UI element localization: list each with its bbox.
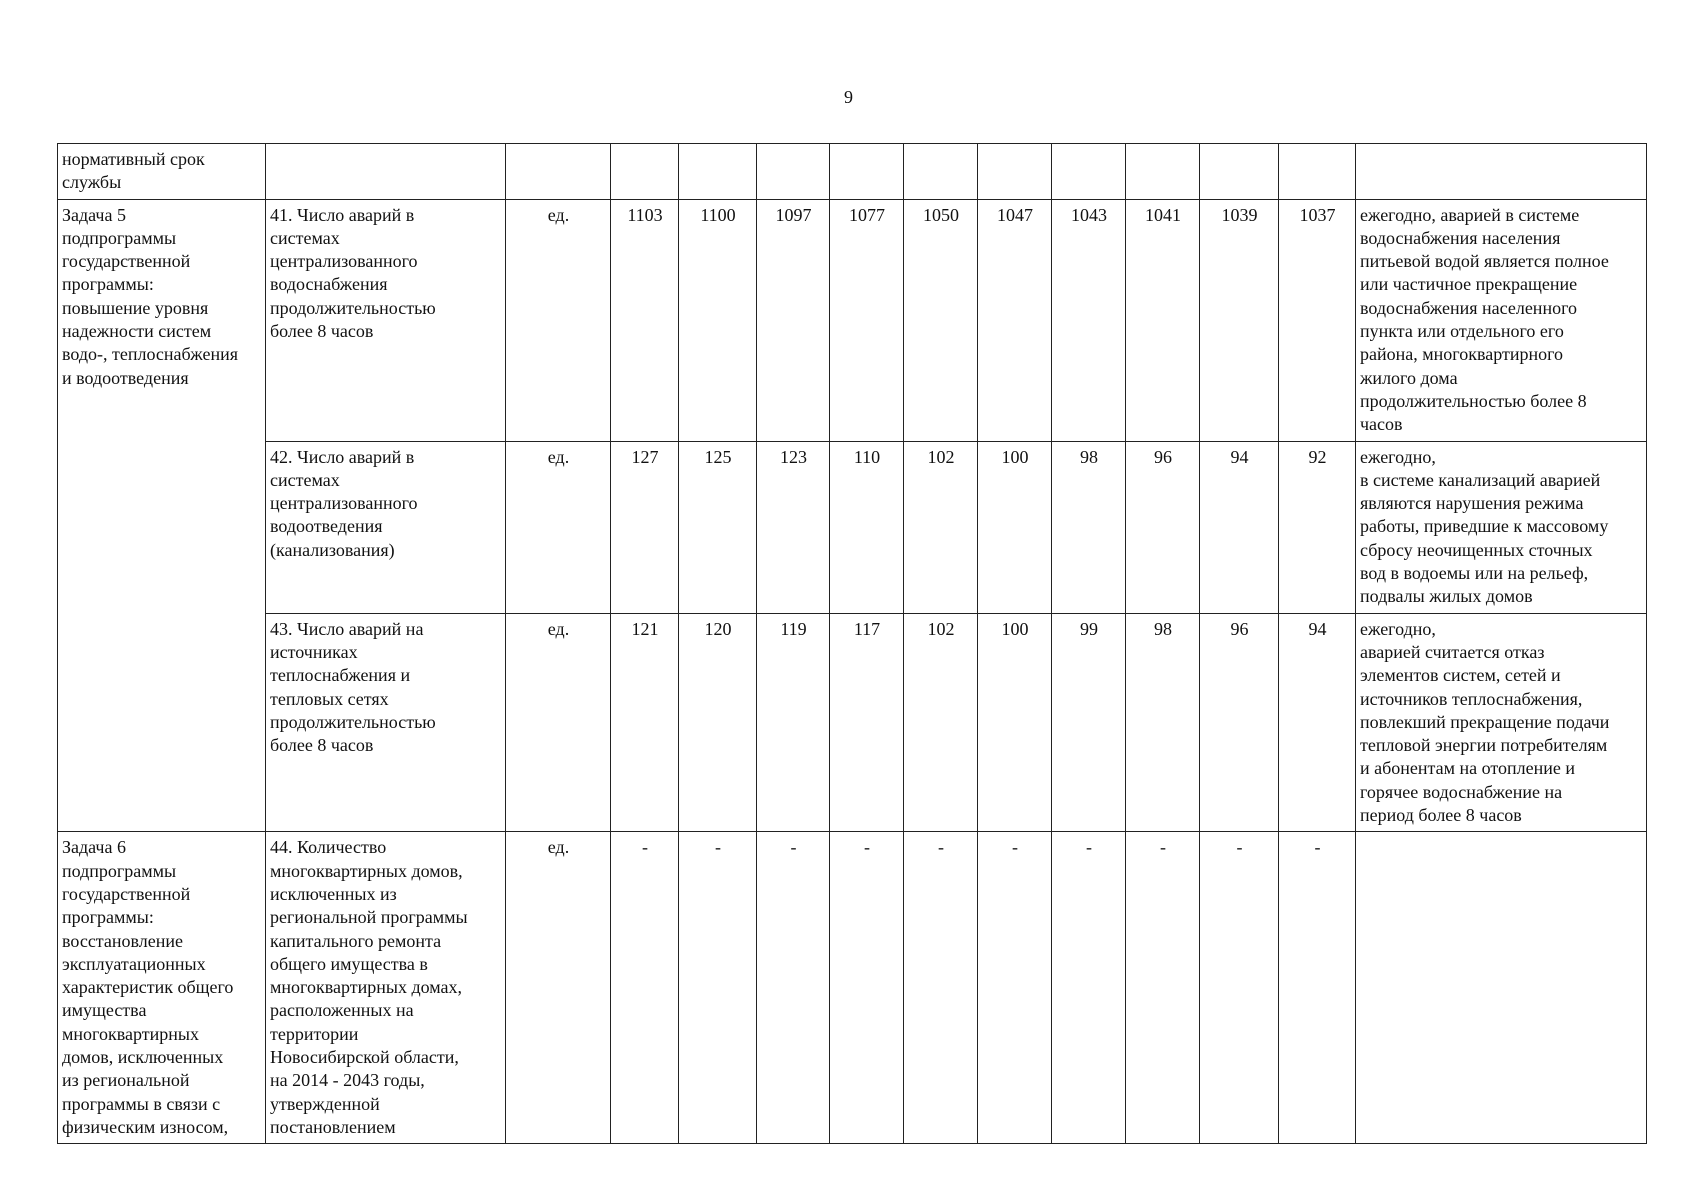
value-cell: 1100 xyxy=(679,199,757,441)
value-cell: 120 xyxy=(679,613,757,832)
value-cell: 96 xyxy=(1126,441,1200,613)
task-cell: Задача 6 подпрограммы государственной программы: восстановление эксплуатационных характеристик общего имущества многоквартирных домов, исключенных из региональной программы в связи с физическим износом, xyxy=(58,832,266,1144)
value-cell: 117 xyxy=(830,613,904,832)
value-cell: 92 xyxy=(1279,441,1356,613)
value-cell xyxy=(978,144,1052,200)
value-cell: 1077 xyxy=(830,199,904,441)
table-row xyxy=(58,199,1647,441)
value-cell: 1103 xyxy=(611,199,679,441)
value-cell: 98 xyxy=(1126,613,1200,832)
table-row xyxy=(58,832,1647,1144)
note-cell xyxy=(1356,144,1647,200)
unit-cell: ед. xyxy=(506,832,611,1144)
value-cell: - xyxy=(757,832,830,1144)
value-cell: - xyxy=(830,832,904,1144)
unit-cell: ед. xyxy=(506,613,611,832)
value-cell: 119 xyxy=(757,613,830,832)
note-cell: ежегодно, аварией в системе водоснабжения населения питьевой водой является полное или частичное прекращение водоснабжения населенного пункта или отдельного его района, многоквартирного жилого дома продолжительностью более 8 часов xyxy=(1356,199,1647,441)
value-cell xyxy=(830,144,904,200)
value-cell xyxy=(1279,144,1356,200)
note-cell: ежегодно, в системе канализаций аварией являются нарушения режима работы, приведшие к массовому сбросу неочищенных сточных вод в водоемы или на рельеф, подвалы жилых домов xyxy=(1356,441,1647,613)
value-cell: - xyxy=(904,832,978,1144)
value-cell xyxy=(1200,144,1279,200)
value-cell: 1037 xyxy=(1279,199,1356,441)
value-cell xyxy=(1126,144,1200,200)
value-cell: 1047 xyxy=(978,199,1052,441)
value-cell: 1041 xyxy=(1126,199,1200,441)
value-cell: 125 xyxy=(679,441,757,613)
value-cell: 110 xyxy=(830,441,904,613)
value-cell: 94 xyxy=(1279,613,1356,832)
value-cell: - xyxy=(611,832,679,1144)
value-cell: 94 xyxy=(1200,441,1279,613)
value-cell xyxy=(1052,144,1126,200)
value-cell: - xyxy=(1279,832,1356,1144)
table-row xyxy=(58,613,1647,832)
value-cell: - xyxy=(1126,832,1200,1144)
page-number: 9 xyxy=(844,87,853,107)
value-cell: 99 xyxy=(1052,613,1126,832)
value-cell xyxy=(904,144,978,200)
value-cell: - xyxy=(1200,832,1279,1144)
value-cell: - xyxy=(978,832,1052,1144)
indicator-cell: 42. Число аварий в системах централизованного водоотведения (канализования) xyxy=(266,441,506,613)
value-cell xyxy=(679,144,757,200)
value-cell: 102 xyxy=(904,613,978,832)
value-cell: 123 xyxy=(757,441,830,613)
indicator-cell: 43. Число аварий на источниках теплоснабжения и тепловых сетях продолжительностью более 8 часов xyxy=(266,613,506,832)
note-cell: ежегодно, аварией считается отказ элементов систем, сетей и источников теплоснабжения, повлекший прекращение подачи тепловой энергии потребителям и абонентам на отопление и горячее водоснабжение на период более 8 часов xyxy=(1356,613,1647,832)
indicator-cell: 44. Количество многоквартирных домов, исключенных из региональной программы капитального ремонта общего имущества в многоквартирных домах, расположенных на территории Новосибирской области, на 2014 - 2043 годы, утвержденной постановлением xyxy=(266,832,506,1144)
value-cell: 1050 xyxy=(904,199,978,441)
value-cell: 1097 xyxy=(757,199,830,441)
unit-cell: ед. xyxy=(506,199,611,441)
task-cell: Задача 5 подпрограммы государственной программы: повышение уровня надежности систем водо-, теплоснабжения и водоотведения xyxy=(58,199,266,832)
value-cell: 121 xyxy=(611,613,679,832)
value-cell xyxy=(757,144,830,200)
value-cell: 1043 xyxy=(1052,199,1126,441)
value-cell: - xyxy=(1052,832,1126,1144)
value-cell: - xyxy=(679,832,757,1144)
value-cell: 102 xyxy=(904,441,978,613)
note-cell xyxy=(1356,832,1647,1144)
unit-cell: ед. xyxy=(506,441,611,613)
table-row xyxy=(58,441,1647,613)
indicator-table xyxy=(57,143,1647,1144)
indicator-cell: 41. Число аварий в системах централизованного водоснабжения продолжительностью более 8 часов xyxy=(266,199,506,441)
table-row xyxy=(58,144,1647,200)
value-cell: 98 xyxy=(1052,441,1126,613)
task-cell: нормативный срок службы xyxy=(58,144,266,200)
value-cell: 100 xyxy=(978,613,1052,832)
value-cell: 127 xyxy=(611,441,679,613)
value-cell: 96 xyxy=(1200,613,1279,832)
indicator-cell xyxy=(266,144,506,200)
unit-cell xyxy=(506,144,611,200)
value-cell: 100 xyxy=(978,441,1052,613)
value-cell xyxy=(611,144,679,200)
value-cell: 1039 xyxy=(1200,199,1279,441)
